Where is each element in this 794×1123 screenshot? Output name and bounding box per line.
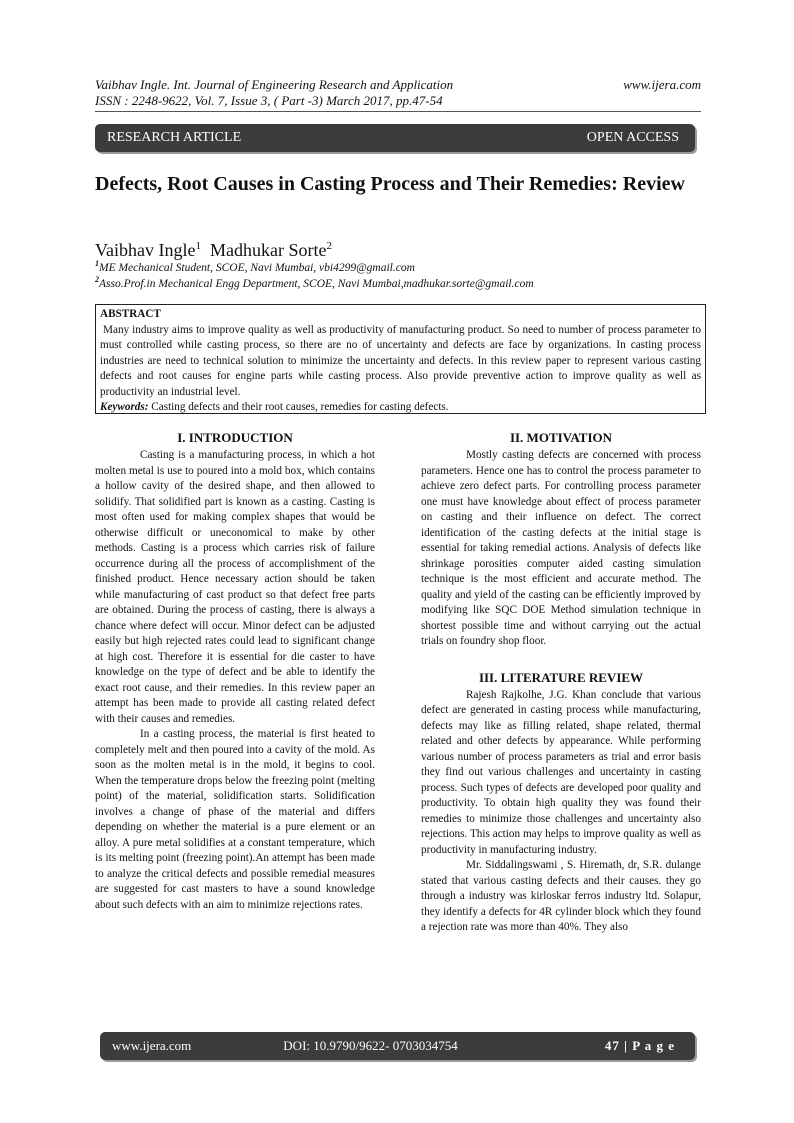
affiliation-text: ME Mechanical Student, SCOE, Navi Mumbai, vbi4299@gmail.com [99,261,415,274]
abstract-box [95,304,706,414]
page-number: 47 | P a g e [604,1038,675,1053]
header-rule [95,111,701,112]
section-heading-motivation: II. MOTIVATION [509,430,613,445]
paragraph: In a casting process, the material is first heated to completely melt and then poured into a cavity of the mold. As soon as the molten metal is in the mold, it begins to cool. When the temperature drops below the freezing point (melting point) of the material, solidification starts. Solidification involves a change of phase of the material and differs depending on whether the material is a pure element or an alloy. A pure metal solidifies at a constant temperature, which is its melting point (freezing point).An attempt has been made to analyze the critical defects and possible remedial measures are suggested for cast masters to have a sound knowledge about such defects with an aim to minimize rejections rates. [95,728,375,911]
keywords-label: Keywords: [100,401,149,413]
affiliation-superscript: 2 [95,275,99,284]
author-superscript: 2 [326,240,332,252]
right-column [421,430,701,936]
page-footer [100,1032,695,1060]
abstract-text [100,323,701,401]
issn-line: ISSN : 2248-9622, Vol. 7, Issue 3, ( Part -3) March 2017, pp.47-54 [95,93,443,108]
article-type-label: RESEARCH ARTICLE [107,130,242,145]
keywords-text: Casting defects and their root causes, remedies for casting defects. [151,401,449,413]
article-banner [95,124,695,152]
author-name: Vaibhav Ingle [95,240,196,260]
affiliation-superscript: 1 [95,259,99,268]
left-column [95,430,375,913]
journal-website[interactable]: www.ijera.com [623,77,701,92]
footer-website[interactable]: www.ijera.com [112,1038,192,1053]
keywords-line [100,400,701,416]
abstract-heading: ABSTRACT [100,308,161,320]
affiliation-2 [95,273,534,291]
paper-title: Defects, Root Causes in Casting Process and Their Remedies: Review [95,173,685,195]
paragraph: Mostly casting defects are concerned with process parameters. Hence one has to control the process parameter to achieve zero defect parts. For controlling process parameter one must have knowledge about effect of process parameter on casting and their influence on defect. The correct identification of the casting defects at the initial stage is essential for taking remedial actions. Analysis of defects like shrinkage porosities computer aided casting simulation technique is the most efficient and accurate method. The quality and yield of the casting can be efficiently improved by modifying like SQC DOE Method simulation technique in shortest possible time and without carrying out the actual trials on foundry shop floor. [421,449,701,647]
journal-citation: Vaibhav Ingle. Int. Journal of Engineering Research and Application [95,77,454,92]
author-name: Madhukar Sorte [209,240,327,260]
section-heading-literature-review: III. LITERATURE REVIEW [478,669,644,685]
affiliation-text: Asso.Prof.in Mechanical Engg Department, SCOE, Navi Mumbai,madhukar.sorte@gmail.com [99,277,534,290]
paragraph: Rajesh Rajkolhe, J.G. Khan conclude that various defect are generated in casting process while manufacturing, defects may like as filling related, shape related, thermal related and other defects by appearance. While performing various number of process parameters as trial and error basis they find out various challenges and uncertainty in casting process. Such types of defects are developed poor quality and productivity. To obtain high quality they was found their remedies to minimize those challenges and uncertainty also rejections. This action may helps to improve quality as well as productivity in manufacturing industry. [421,688,701,856]
paragraph: Mr. Siddalingswami , S. Hiremath, dr, S.R. dulange stated that various casting defects and their causes. they go through a industry was kirloskar ferros industry ltd. Solapur, they identify a defects for 4R cylinder block which they found a rejection rate was more than 40%. They also [421,859,701,933]
section-heading-introduction: I. INTRODUCTION [177,430,293,445]
running-header [95,77,701,93]
author-superscript: 1 [195,240,201,252]
abstract-body: Many industry aims to improve quality as well as productivity of manufacturing product. So need to number of process parameter to must controlled while casting process, so there are no of uncertainty and defects are face by organizations. In casting process industries are need to technical solution to minimize the uncertainty and defects. In this review paper to represent various casting defects and root causes for engine parts while casting process. Also provide preventive action to improve quality as well as productivity an industrial level. [100,323,702,398]
paragraph: Casting is a manufacturing process, in which a hot molten metal is use to poured into a mold box, which contains a hollow cavity of the desired shape, and then allowed to solidify. That solidified part is known as a casting. Casting is most often used for making complex shapes that would be otherwise difficult or uneconomical to make by other methods. Casting is a process which carries risk of failure occurrence during all the process of accomplishment of the finished product. Hence necessary action should be taken while manufacturing of cast product so that defect free parts are obtained. During the process of casting, there is always a chance where defect will occur. Minor defect can be adjusted easily but high rejected rates could lead to significant change at high cost. Therefore it is essential for die caster to have knowledge on the type of defect and be able to identify the exact root cause, and their remedies. In this review paper an attempt has been made to provide all casting related defect with their causes and remedies. [95,449,375,725]
open-access-label: OPEN ACCESS [586,130,679,145]
footer-doi: DOI: 10.9790/9622- 0703034754 [283,1038,458,1053]
